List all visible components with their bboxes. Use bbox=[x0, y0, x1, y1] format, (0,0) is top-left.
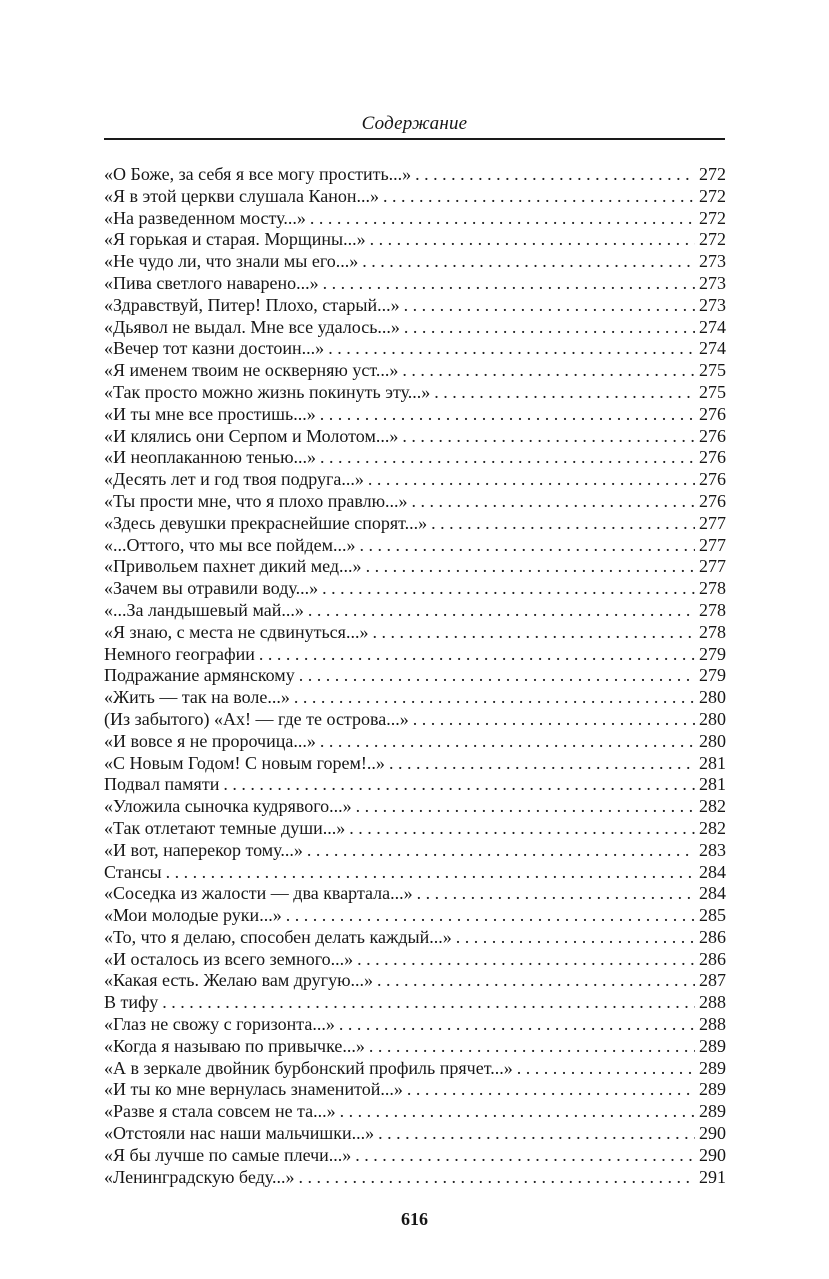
toc-entry-page: 278 bbox=[699, 621, 726, 642]
toc-entry-page: 273 bbox=[699, 294, 726, 315]
dot-leader bbox=[349, 818, 695, 840]
dot-leader bbox=[404, 317, 695, 339]
toc-entry-page: 284 bbox=[699, 883, 726, 904]
toc-entry-title: «И вот, наперекор тому...» bbox=[104, 839, 303, 860]
toc-entry bbox=[104, 905, 726, 927]
toc-entry-title: Стансы bbox=[104, 861, 162, 882]
toc-entry-title: «Привольем пахнет дикий мед...» bbox=[104, 556, 362, 577]
dot-leader bbox=[310, 208, 695, 230]
toc-entry-page: 286 bbox=[699, 948, 726, 969]
dot-leader bbox=[328, 338, 695, 360]
toc-entry-page: 276 bbox=[699, 425, 726, 446]
toc-entry-page: 279 bbox=[699, 665, 726, 686]
dot-leader bbox=[299, 665, 695, 687]
dot-leader bbox=[308, 600, 695, 622]
dot-leader bbox=[404, 295, 695, 317]
page-number: 616 bbox=[401, 1209, 428, 1229]
toc-entry bbox=[104, 1101, 726, 1123]
dot-leader bbox=[223, 774, 695, 796]
toc-entry bbox=[104, 665, 726, 687]
dot-leader bbox=[412, 491, 695, 513]
toc-entry bbox=[104, 404, 726, 426]
toc-entry-page: 286 bbox=[699, 926, 726, 947]
dot-leader bbox=[355, 1145, 695, 1167]
toc-entry-page: 287 bbox=[699, 970, 726, 991]
toc-entry-title: «О Боже, за себя я все могу простить...» bbox=[104, 164, 412, 184]
toc-entry bbox=[104, 317, 726, 339]
header-divider bbox=[104, 138, 725, 140]
toc-entry-page: 279 bbox=[699, 643, 726, 664]
toc-entry-page: 288 bbox=[699, 1014, 726, 1035]
toc-entry bbox=[104, 1014, 726, 1036]
toc-entry-title: «Зачем вы отравили воду...» bbox=[104, 578, 319, 599]
toc-entry-page: 276 bbox=[699, 447, 726, 468]
toc-entry-page: 276 bbox=[699, 490, 726, 511]
toc-entry-page: 290 bbox=[699, 1144, 726, 1165]
toc-entry bbox=[104, 753, 726, 775]
toc-entry bbox=[104, 1167, 726, 1189]
dot-leader bbox=[357, 949, 695, 971]
toc-entry bbox=[104, 644, 726, 666]
toc-entry-title: «Мои молодые руки...» bbox=[104, 905, 282, 926]
toc-entry bbox=[104, 992, 726, 1014]
dot-leader bbox=[377, 970, 695, 992]
toc-entry-title: Подражание армянскому bbox=[104, 665, 295, 686]
toc-entry bbox=[104, 360, 726, 382]
toc-entry bbox=[104, 774, 726, 796]
toc-entry-title: «Пива светлого наварено...» bbox=[104, 272, 319, 293]
toc-entry bbox=[104, 535, 726, 557]
toc-entry-page: 285 bbox=[699, 905, 726, 926]
toc-entry-page: 274 bbox=[699, 316, 726, 337]
toc-entry-title: «Десять лет и год твоя подруга...» bbox=[104, 469, 364, 490]
toc-entry bbox=[104, 1145, 726, 1167]
toc-entry-page: 276 bbox=[699, 403, 726, 424]
toc-entry bbox=[104, 447, 726, 469]
toc-entry-page: 273 bbox=[699, 251, 726, 272]
toc-entry-page: 291 bbox=[699, 1166, 726, 1187]
dot-leader bbox=[339, 1014, 695, 1036]
dot-leader bbox=[417, 883, 695, 905]
dot-leader bbox=[340, 1101, 695, 1123]
toc-entry bbox=[104, 687, 726, 709]
toc-entry-page: 275 bbox=[699, 360, 726, 381]
toc-entry-page: 278 bbox=[699, 578, 726, 599]
toc-entry bbox=[104, 796, 726, 818]
toc-entry-page: 272 bbox=[699, 164, 726, 184]
toc-entry-title: «С Новым Годом! С новым горем!..» bbox=[104, 752, 385, 773]
toc-entry bbox=[104, 208, 726, 230]
toc-entry-title: «Соседка из жалости — два квартала...» bbox=[104, 883, 413, 904]
toc-entry-page: 280 bbox=[699, 730, 726, 751]
dot-leader bbox=[368, 469, 695, 491]
dot-leader bbox=[389, 753, 695, 775]
toc-entry-title: «Здравствуй, Питер! Плохо, старый...» bbox=[104, 294, 400, 315]
dot-leader bbox=[320, 731, 695, 753]
toc-entry-page: 278 bbox=[699, 599, 726, 620]
toc-entry bbox=[104, 251, 726, 273]
toc-entry-page: 272 bbox=[699, 207, 726, 228]
toc-entry-page: 280 bbox=[699, 687, 726, 708]
dot-leader bbox=[383, 186, 695, 208]
dot-leader bbox=[294, 687, 695, 709]
toc-entry bbox=[104, 556, 726, 578]
toc-entry-page: 272 bbox=[699, 229, 726, 250]
toc-entry bbox=[104, 1123, 726, 1145]
toc-entry-title: «...За ландышевый май...» bbox=[104, 599, 304, 620]
toc-entry-title: (Из забытого) «Ах! — где те острова...» bbox=[104, 708, 409, 729]
toc-entry bbox=[104, 578, 726, 600]
toc-entry-title: «Так отлетают темные души...» bbox=[104, 817, 346, 838]
dot-leader bbox=[356, 796, 695, 818]
dot-leader bbox=[360, 535, 696, 557]
dot-leader bbox=[320, 447, 695, 469]
dot-leader bbox=[431, 513, 695, 535]
dot-leader bbox=[320, 404, 695, 426]
toc-entry-title: «Какая есть. Желаю вам другую...» bbox=[104, 970, 374, 991]
toc-entry-title: «И осталось из всего земного...» bbox=[104, 948, 354, 969]
toc-entry-title: «Разве я стала совсем не та...» bbox=[104, 1101, 336, 1122]
toc-entry-page: 290 bbox=[699, 1123, 726, 1144]
toc-entry-title: «Я именем твоим не оскверняю уст...» bbox=[104, 360, 399, 381]
toc-entry-title: В тифу bbox=[104, 992, 159, 1013]
dot-leader bbox=[517, 1058, 695, 1080]
toc-entry bbox=[104, 622, 726, 644]
toc-entry-page: 282 bbox=[699, 817, 726, 838]
toc-entry-title: «Я в этой церкви слушала Канон...» bbox=[104, 185, 379, 206]
toc-entry-title: «Я знаю, с места не сдвинуться...» bbox=[104, 621, 369, 642]
toc-entry-page: 274 bbox=[699, 338, 726, 359]
toc-entry-page: 272 bbox=[699, 185, 726, 206]
toc-entry bbox=[104, 709, 726, 731]
dot-leader bbox=[370, 229, 695, 251]
toc-entry bbox=[104, 164, 726, 186]
toc-entry-page: 281 bbox=[699, 752, 726, 773]
toc-entry bbox=[104, 186, 726, 208]
toc-entry bbox=[104, 295, 726, 317]
toc-entry-page: 283 bbox=[699, 839, 726, 860]
dot-leader bbox=[323, 273, 695, 295]
toc-entry-page: 289 bbox=[699, 1101, 726, 1122]
toc-entry bbox=[104, 1058, 726, 1080]
dot-leader bbox=[402, 360, 695, 382]
toc-entry-title: «Когда я называю по привычке...» bbox=[104, 1035, 365, 1056]
toc-entry bbox=[104, 840, 726, 862]
dot-leader bbox=[456, 927, 695, 949]
toc-entry-title: «Жить — так на воле...» bbox=[104, 687, 290, 708]
dot-leader bbox=[307, 840, 695, 862]
dot-leader bbox=[434, 382, 695, 404]
dot-leader bbox=[369, 1036, 695, 1058]
toc-entry bbox=[104, 1036, 726, 1058]
toc-entry-page: 288 bbox=[699, 992, 726, 1013]
toc-entry bbox=[104, 1079, 726, 1101]
toc-entry bbox=[104, 229, 726, 251]
toc-entry-title: «То, что я делаю, способен делать каждый...» bbox=[104, 926, 452, 947]
toc-entry-page: 289 bbox=[699, 1079, 726, 1100]
toc-entry bbox=[104, 338, 726, 360]
toc-entry-page: 277 bbox=[699, 556, 726, 577]
toc-entry bbox=[104, 469, 726, 491]
toc-entry bbox=[104, 731, 726, 753]
toc-entry-title: «И вовсе я не пророчица...» bbox=[104, 730, 316, 751]
toc-entry-title: «Не чудо ли, что знали мы его...» bbox=[104, 251, 359, 272]
dot-leader bbox=[413, 709, 695, 731]
toc-entry-title: «Здесь девушки прекраснейшие спорят...» bbox=[104, 512, 428, 533]
toc-entry-title: «И ты мне все простишь...» bbox=[104, 403, 316, 424]
dot-leader bbox=[286, 905, 695, 927]
toc-entry-title: «Так просто можно жизнь покинуть эту...» bbox=[104, 381, 431, 402]
toc-entry-page: 273 bbox=[699, 272, 726, 293]
dot-leader bbox=[322, 578, 695, 600]
toc-entry-title: «И клялись они Серпом и Молотом...» bbox=[104, 425, 399, 446]
dot-leader bbox=[362, 251, 695, 273]
toc-entry-page: 284 bbox=[699, 861, 726, 882]
toc-entry-title: «Ты прости мне, что я плохо правлю...» bbox=[104, 490, 408, 511]
toc-entry bbox=[104, 426, 726, 448]
toc-entry-title: «Вечер тот казни достоин...» bbox=[104, 338, 325, 359]
toc-entry-title: Немного географии bbox=[104, 643, 255, 664]
dot-leader bbox=[162, 992, 695, 1014]
toc-entry-page: 281 bbox=[699, 774, 726, 795]
toc-entry bbox=[104, 949, 726, 971]
toc-entry-page: 277 bbox=[699, 512, 726, 533]
toc-entry bbox=[104, 513, 726, 535]
toc-entry-title: «Я горькая и старая. Морщины...» bbox=[104, 229, 366, 250]
dot-leader bbox=[372, 622, 695, 644]
toc-entry-page: 276 bbox=[699, 469, 726, 490]
dot-leader bbox=[415, 164, 695, 186]
toc-entry-page: 280 bbox=[699, 708, 726, 729]
toc-entry-title: «Отстояли нас наши мальчишки...» bbox=[104, 1123, 375, 1144]
toc-entry-title: «Уложила сыночка кудрявого...» bbox=[104, 796, 352, 817]
toc-entry-title: «И неоплаканною тенью...» bbox=[104, 447, 317, 468]
toc-entry bbox=[104, 491, 726, 513]
toc-entry bbox=[104, 382, 726, 404]
toc-entry-title: «Глаз не свожу с горизонта...» bbox=[104, 1014, 335, 1035]
dot-leader bbox=[366, 556, 695, 578]
toc-entry-page: 275 bbox=[699, 381, 726, 402]
toc-entry bbox=[104, 818, 726, 840]
dot-leader bbox=[402, 426, 695, 448]
toc-entry-title: «И ты ко мне вернулась знаменитой...» bbox=[104, 1079, 403, 1100]
toc-entry bbox=[104, 273, 726, 295]
toc-entry-title: «А в зеркале двойник бурбонский профиль прячет...» bbox=[104, 1057, 513, 1078]
toc-entry-page: 289 bbox=[699, 1057, 726, 1078]
page-title: Содержание bbox=[361, 113, 468, 134]
toc-entry bbox=[104, 600, 726, 622]
toc-entry-title: Подвал памяти bbox=[104, 774, 220, 795]
toc-entry-page: 289 bbox=[699, 1035, 726, 1056]
toc-entry bbox=[104, 883, 726, 905]
toc-entry bbox=[104, 970, 726, 992]
dot-leader bbox=[259, 644, 695, 666]
toc-entry bbox=[104, 862, 726, 884]
dot-leader bbox=[298, 1167, 695, 1189]
dot-leader bbox=[378, 1123, 695, 1145]
toc-entry-title: «Дьявол не выдал. Мне все удалось...» bbox=[104, 316, 400, 337]
toc-entry-title: «Ленинградскую беду...» bbox=[104, 1166, 295, 1187]
toc-entry-page: 277 bbox=[699, 534, 726, 555]
dot-leader bbox=[166, 862, 695, 884]
toc-entry bbox=[104, 927, 726, 949]
toc-entry-title: «...Оттого, что мы все пойдем...» bbox=[104, 534, 356, 555]
toc-entry-page: 282 bbox=[699, 796, 726, 817]
toc-entry-title: «На разведенном мосту...» bbox=[104, 207, 306, 228]
table-of-contents bbox=[104, 164, 726, 1188]
dot-leader bbox=[407, 1079, 695, 1101]
toc-entry-title: «Я бы лучше по самые плечи...» bbox=[104, 1144, 352, 1165]
